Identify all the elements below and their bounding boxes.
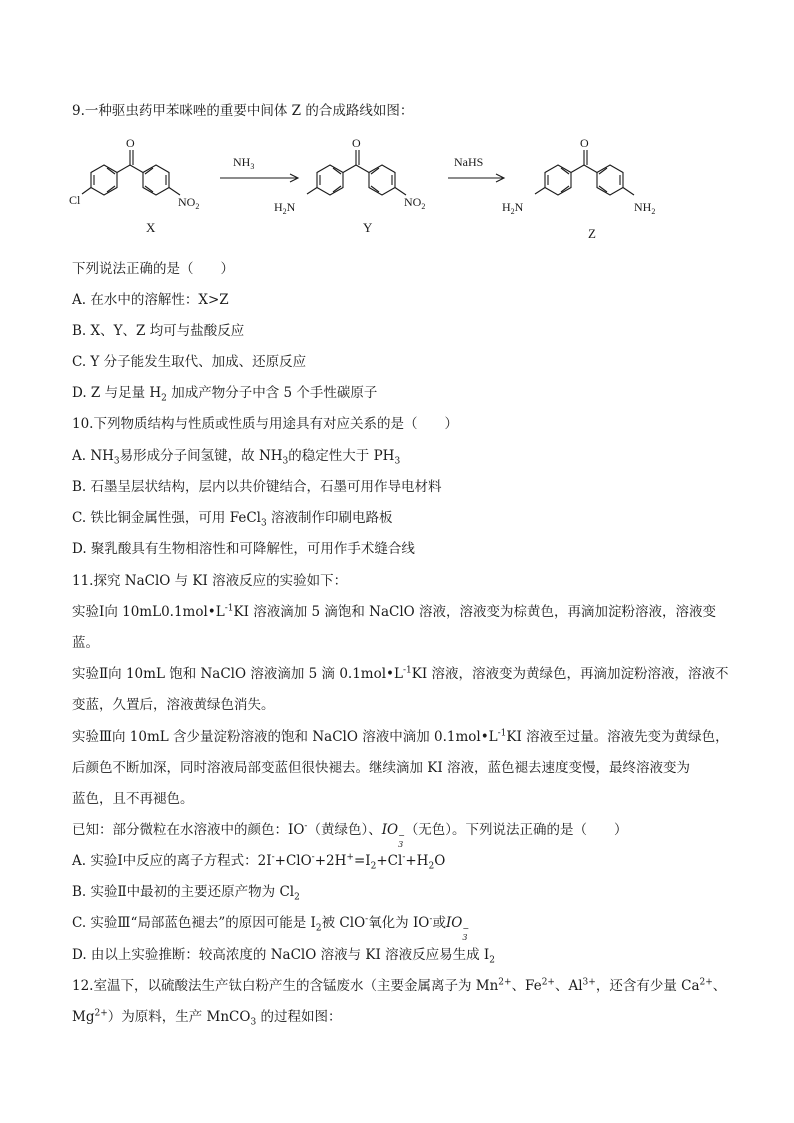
q11-option-c: C. 实验Ⅲ“局部蓝色褪去”的原因可能是 $I_2$被 ClO-氧化为 IO-或IO − 3 — [72, 914, 470, 942]
q11-exp3-line2: 后颜色不断加深，同时溶液局部变蓝但很快褪去。继续滴加 KI 溶液，蓝色褪去速度变慢，最终溶液变为 — [72, 760, 690, 776]
q10-option-b: B. 石墨呈层状结构，层内以共价键结合，石墨可用作导电材料 — [72, 479, 442, 495]
q12-stem-line1: 12.室温下，以硫酸法生产钛白粉产生的含锰废水（主要金属离子为 $Mn^{2+}$、$Fe^{2+}$、$Al^{3+}$，还含有少量 $Ca^{2+}$、 — [72, 977, 727, 994]
iodate-formula: IO − 3 — [381, 822, 405, 849]
label-x: X — [146, 220, 156, 235]
q11-exp1-line2: 蓝。 — [72, 635, 99, 651]
q9-question: 下列说法正确的是（ ） — [72, 261, 234, 277]
q9-synthesis-scheme — [60, 128, 700, 248]
q10-option-c: C. 铁比铜金属性强，可用 FeCl$_3$ 溶液制作印刷电路板 — [72, 510, 393, 529]
z-amino-group-right: $NH_2$ — [634, 200, 656, 216]
iodate-formula-c: IO − 3 — [445, 915, 470, 942]
q11-exp1-line1: 实验Ⅰ向 $10mL0.1mol•L^{-1}KI$ 溶液滴加 5 滴饱和 NaClO 溶液，溶液变为棕黄色，再滴加淀粉溶液，溶液变 — [72, 603, 717, 620]
y-carbonyl-o: O — [352, 136, 361, 150]
label-y: Y — [363, 220, 373, 235]
q9-option-a: A. 在水中的溶解性：X>Z — [72, 292, 229, 308]
q11-exp3-line1: 实验Ⅲ向 10mL 含少量淀粉溶液的饱和 NaClO 溶液中滴加 $0.1mol•L^{-1}KI$ 溶液至过量。溶液先变为黄绿色， — [72, 728, 729, 745]
q9-option-c: C. Y 分子能发生取代、加成、还原反应 — [72, 354, 307, 370]
q10-option-d: D. 聚乳酸具有生物相溶性和可降解性，可用作手术缝合线 — [72, 541, 415, 557]
q11-exp2-line1: 实验Ⅱ向 10mL 饱和 NaClO 溶液滴加 5 滴 $0.1mol•L^{-1}KI$ 溶液，溶液变为黄绿色，再滴加淀粉溶液，溶液不 — [72, 665, 729, 682]
q11-option-b: B. 实验Ⅱ中最初的主要还原产物为 $Cl_2$ — [72, 884, 300, 903]
z-amino-group-left: $H_2N$ — [502, 200, 524, 216]
x-chloro-group: Cl — [69, 193, 81, 207]
q12-stem-line2: $Mg^{2+}$）为原料，生产 MnCO$_3$ 的过程如图： — [72, 1008, 342, 1028]
z-carbonyl-o: O — [580, 136, 589, 150]
y-nitro-group: $NO_2$ — [404, 195, 426, 211]
q9-option-b: B. X、Y、Z 均可与盐酸反应 — [72, 323, 245, 339]
q11-known: 已知：部分微粒在水溶液中的颜色：IO-（黄绿色）、IO − 3 （无色）。下列说法正确的是（ ） — [72, 821, 628, 849]
reagent-nahs: NaHS — [454, 155, 484, 169]
y-amino-group: $H_2N$ — [274, 200, 296, 216]
x-nitro-group: $NO_2$ — [178, 195, 200, 211]
q11-option-d: D. 由以上实验推断：较高浓度的 NaClO 溶液与 KI 溶液反应易生成 $I_2$ — [72, 947, 495, 966]
q9-stem: 9.一种驱虫药甲苯咪唑的重要中间体 Z 的合成路线如图： — [72, 103, 414, 119]
reagent-nh3: $NH_3$ — [233, 155, 255, 171]
q10-option-a: A. $NH_3$易形成分子间氢键，故 $NH_3$的稳定性大于 $PH_3$ — [72, 448, 401, 467]
label-z: Z — [588, 226, 596, 241]
q11-stem: 11.探究 NaClO 与 KI 溶液反应的实验如下： — [72, 573, 348, 589]
x-carbonyl-o: O — [126, 136, 135, 150]
q10-stem: 10.下列物质结构与性质或性质与用途具有对应关系的是（ ） — [72, 416, 458, 432]
q9-option-d: D. Z 与足量 $H_2$ 加成产物分子中含 5 个手性碳原子 — [72, 385, 378, 404]
q11-exp3-line3: 蓝色，且不再褪色。 — [72, 791, 194, 807]
q11-option-a: A. 实验Ⅰ中反应的离子方程式：$2I^-+ClO^-+2H^+=I_2+Cl^-+H_2O$ — [72, 852, 446, 872]
q11-exp2-line2: 变蓝，久置后，溶液黄绿色消失。 — [72, 697, 275, 713]
